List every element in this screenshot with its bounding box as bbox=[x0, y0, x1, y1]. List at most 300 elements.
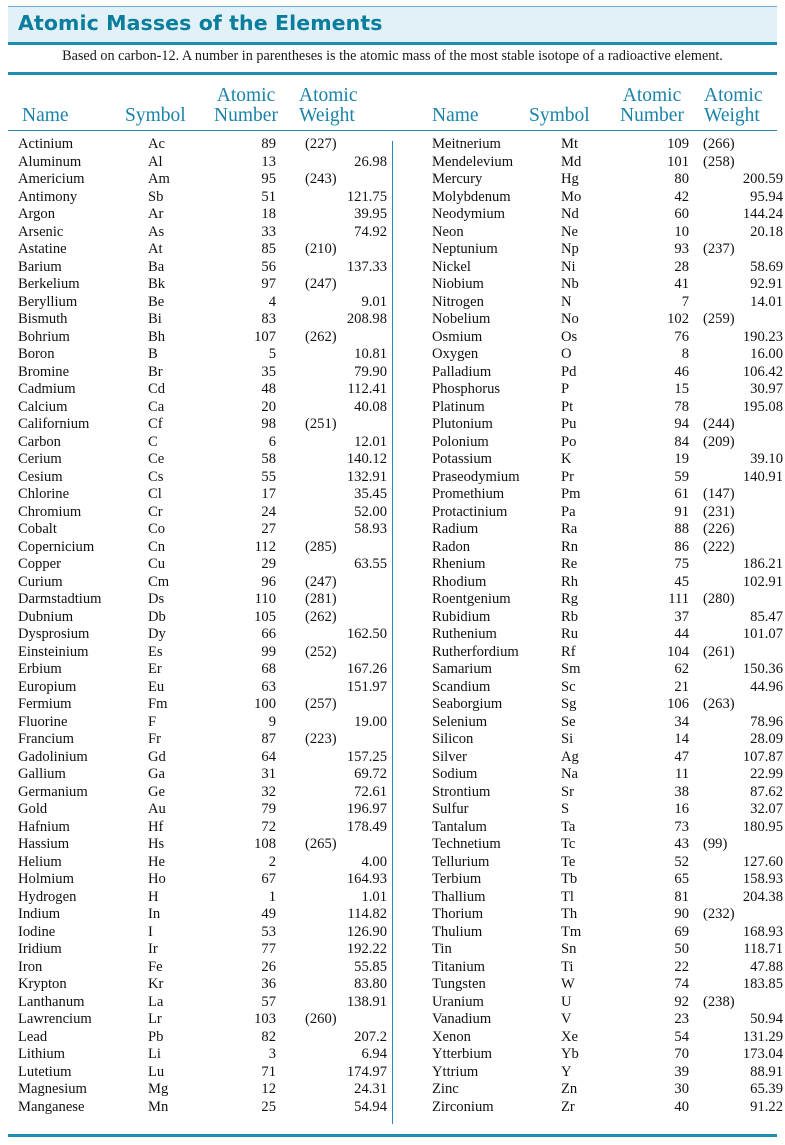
element-name: Boron bbox=[18, 346, 55, 362]
atomic-weight: (257) bbox=[305, 696, 337, 712]
table-row bbox=[18, 539, 388, 557]
element-symbol: Fe bbox=[148, 958, 163, 975]
element-symbol: Ac bbox=[148, 136, 166, 152]
atomic-number: 94 bbox=[674, 416, 689, 432]
element-name: Carbon bbox=[18, 433, 61, 450]
element-name: Osmium bbox=[432, 328, 483, 345]
table-row bbox=[18, 171, 388, 189]
table-row bbox=[18, 329, 388, 347]
element-symbol: Rg bbox=[561, 591, 579, 607]
atomic-weight: 158.93 bbox=[742, 871, 783, 887]
element-symbol: Tc bbox=[561, 836, 576, 852]
header-name-right: Name bbox=[432, 105, 479, 126]
atomic-number: 75 bbox=[674, 556, 689, 572]
element-symbol: Ar bbox=[148, 206, 164, 222]
element-symbol: Gd bbox=[148, 748, 166, 765]
table-row bbox=[432, 714, 785, 732]
atomic-number: 44 bbox=[674, 626, 689, 642]
header-weight-right-line1: Atomic bbox=[704, 85, 763, 106]
element-name: Palladium bbox=[432, 363, 492, 380]
table-row bbox=[432, 1029, 785, 1047]
table-row bbox=[18, 469, 388, 487]
atomic-weight: 200.59 bbox=[742, 171, 783, 187]
element-symbol: Tl bbox=[561, 888, 574, 905]
table-row bbox=[432, 871, 785, 889]
element-name: Rutherfordium bbox=[432, 643, 519, 660]
atomic-number: 30 bbox=[674, 1081, 689, 1097]
atomic-number: 29 bbox=[261, 556, 276, 572]
atomic-weight: (265) bbox=[305, 836, 337, 852]
element-symbol: Li bbox=[148, 1046, 161, 1062]
element-name: Promethium bbox=[432, 486, 505, 502]
table-row bbox=[432, 924, 785, 942]
element-symbol: Bi bbox=[148, 311, 162, 327]
element-symbol: Ru bbox=[561, 626, 579, 642]
atomic-number: 42 bbox=[674, 188, 689, 205]
element-name: Aluminum bbox=[18, 153, 82, 170]
table-row bbox=[18, 731, 388, 749]
table-row bbox=[18, 976, 388, 994]
element-symbol: Db bbox=[148, 608, 166, 625]
atomic-weight: 204.38 bbox=[742, 888, 783, 905]
atomic-number: 38 bbox=[674, 783, 689, 800]
element-name: Thorium bbox=[432, 906, 484, 922]
atomic-number: 91 bbox=[674, 503, 689, 520]
atomic-number: 99 bbox=[261, 643, 276, 660]
atomic-number: 74 bbox=[674, 976, 689, 992]
atomic-number: 77 bbox=[261, 941, 276, 957]
element-symbol: Am bbox=[148, 171, 170, 187]
table-row bbox=[18, 224, 388, 242]
atomic-weight: 112.41 bbox=[347, 381, 387, 397]
left-table-column bbox=[18, 136, 388, 1116]
atomic-number: 60 bbox=[674, 206, 689, 222]
atomic-number: 106 bbox=[667, 696, 689, 712]
element-name: Tungsten bbox=[432, 976, 486, 992]
atomic-number: 97 bbox=[261, 276, 276, 292]
atomic-number: 11 bbox=[674, 766, 689, 782]
element-symbol: Kr bbox=[148, 976, 164, 992]
table-row bbox=[432, 819, 785, 837]
atomic-number: 39 bbox=[674, 1063, 689, 1080]
atomic-weight: 140.91 bbox=[742, 468, 783, 485]
atomic-number: 34 bbox=[674, 713, 689, 730]
table-row bbox=[432, 469, 785, 487]
atomic-weight: 118.71 bbox=[743, 941, 783, 957]
table-row bbox=[18, 206, 388, 224]
table-row bbox=[432, 906, 785, 924]
element-name: Berkelium bbox=[18, 276, 80, 292]
element-name: Radon bbox=[432, 538, 471, 555]
table-row bbox=[432, 329, 785, 347]
atomic-weight: 39.10 bbox=[750, 451, 783, 467]
table-row bbox=[432, 889, 785, 907]
element-symbol: Nb bbox=[561, 276, 579, 292]
header-number-left-line1: Atomic bbox=[216, 85, 276, 106]
atomic-weight: (252) bbox=[305, 643, 337, 660]
element-name: Protactinium bbox=[432, 503, 508, 520]
atomic-number: 8 bbox=[681, 346, 689, 362]
header-weight-left-line1: Atomic bbox=[299, 85, 358, 106]
atomic-number: 65 bbox=[674, 871, 689, 887]
atomic-number: 80 bbox=[674, 171, 689, 187]
table-row bbox=[18, 1081, 388, 1099]
header-number-right-line2: Number bbox=[620, 105, 684, 126]
atomic-weight: 32.07 bbox=[750, 801, 783, 817]
element-symbol: Hg bbox=[561, 171, 579, 187]
atomic-number: 68 bbox=[261, 661, 276, 677]
atomic-number: 59 bbox=[674, 468, 689, 485]
atomic-weight: (244) bbox=[703, 416, 735, 432]
atomic-weight: 74.92 bbox=[354, 223, 387, 240]
element-name: Scandium bbox=[432, 678, 491, 695]
atomic-number: 33 bbox=[261, 223, 276, 240]
element-symbol: Ga bbox=[148, 766, 166, 782]
atomic-weight: 180.95 bbox=[742, 818, 783, 835]
element-symbol: Hf bbox=[148, 818, 164, 835]
table-row bbox=[18, 574, 388, 592]
atomic-weight: 54.94 bbox=[354, 1098, 387, 1115]
atomic-weight: 131.29 bbox=[742, 1028, 783, 1045]
element-name: Iodine bbox=[18, 923, 56, 940]
element-name: Seaborgium bbox=[432, 696, 503, 712]
atomic-weight: 88.91 bbox=[750, 1063, 783, 1080]
element-symbol: Cd bbox=[148, 381, 166, 397]
atomic-weight: (223) bbox=[305, 731, 337, 747]
element-symbol: No bbox=[561, 311, 579, 327]
atomic-weight: 164.93 bbox=[346, 871, 387, 887]
table-row bbox=[18, 434, 388, 452]
element-name: Erbium bbox=[18, 661, 62, 677]
table-row bbox=[18, 294, 388, 312]
table-row bbox=[432, 696, 785, 714]
atomic-weight: 30.97 bbox=[750, 381, 783, 397]
element-symbol: Cl bbox=[148, 486, 162, 502]
element-symbol: Sr bbox=[561, 783, 574, 800]
atomic-weight: 91.22 bbox=[750, 1098, 783, 1115]
atomic-number: 85 bbox=[261, 241, 276, 257]
table-row bbox=[432, 189, 785, 207]
element-symbol: Be bbox=[148, 293, 165, 310]
table-row bbox=[18, 871, 388, 889]
element-name: Phosphorus bbox=[432, 381, 501, 397]
atomic-weight: (147) bbox=[703, 486, 735, 502]
table-row bbox=[18, 364, 388, 382]
element-name: Chromium bbox=[18, 503, 82, 520]
atomic-weight: 83.80 bbox=[354, 976, 387, 992]
atomic-number: 84 bbox=[674, 433, 689, 450]
atomic-weight: 9.01 bbox=[361, 293, 387, 310]
table-row bbox=[18, 661, 388, 679]
element-name: Bohrium bbox=[18, 328, 70, 345]
atomic-weight: 20.18 bbox=[750, 223, 783, 240]
element-name: Praseodymium bbox=[432, 468, 520, 485]
header-rule bbox=[8, 130, 777, 131]
element-symbol: Dy bbox=[148, 626, 166, 642]
atomic-weight: 138.91 bbox=[346, 993, 387, 1010]
atomic-weight: (243) bbox=[305, 171, 337, 187]
element-name: Mendelevium bbox=[432, 153, 514, 170]
element-symbol: Re bbox=[561, 556, 578, 572]
atomic-number: 92 bbox=[674, 993, 689, 1010]
table-row bbox=[18, 136, 388, 154]
element-name: Rubidium bbox=[432, 608, 491, 625]
header-number-right-line1: Atomic bbox=[622, 85, 682, 106]
atomic-number: 49 bbox=[261, 906, 276, 922]
atomic-weight: 28.09 bbox=[750, 731, 783, 747]
element-symbol: Ra bbox=[561, 521, 578, 537]
table-row bbox=[432, 259, 785, 277]
element-symbol: Rb bbox=[561, 608, 579, 625]
table-row bbox=[18, 819, 388, 837]
atomic-number: 101 bbox=[667, 153, 689, 170]
element-name: Fermium bbox=[18, 696, 72, 712]
atomic-weight: 102.91 bbox=[742, 573, 783, 590]
atomic-weight: 35.45 bbox=[354, 486, 387, 502]
atomic-number: 16 bbox=[674, 801, 689, 817]
atomic-weight: 14.01 bbox=[750, 293, 783, 310]
element-name: Neodymium bbox=[432, 206, 505, 222]
table-row bbox=[18, 1011, 388, 1029]
element-symbol: Ne bbox=[561, 223, 579, 240]
table-row bbox=[18, 1029, 388, 1047]
element-name: Helium bbox=[18, 853, 62, 870]
element-name: Gallium bbox=[18, 766, 66, 782]
element-symbol: Ba bbox=[148, 258, 165, 275]
element-symbol: Y bbox=[561, 1063, 572, 1080]
element-name: Selenium bbox=[432, 713, 488, 730]
page-title: Atomic Masses of the Elements bbox=[18, 11, 383, 35]
atomic-weight: 72.61 bbox=[354, 783, 387, 800]
element-symbol: Cf bbox=[148, 416, 163, 432]
element-symbol: Fr bbox=[148, 731, 161, 747]
element-symbol: Ir bbox=[148, 941, 158, 957]
table-row bbox=[432, 399, 785, 417]
table-row bbox=[432, 224, 785, 242]
atomic-number: 64 bbox=[261, 748, 276, 765]
element-symbol: K bbox=[561, 451, 572, 467]
atomic-weight: 50.94 bbox=[750, 1011, 783, 1027]
atomic-number: 56 bbox=[261, 258, 276, 275]
element-name: Dysprosium bbox=[18, 626, 90, 642]
element-name: Bromine bbox=[18, 363, 70, 380]
table-row bbox=[18, 416, 388, 434]
element-symbol: Eu bbox=[148, 678, 165, 695]
atomic-number: 7 bbox=[681, 293, 689, 310]
atomic-number: 6 bbox=[268, 433, 276, 450]
atomic-weight: 126.90 bbox=[346, 923, 387, 940]
element-symbol: C bbox=[148, 433, 158, 450]
atomic-number: 4 bbox=[268, 293, 276, 310]
element-symbol: Tb bbox=[561, 871, 578, 887]
element-name: Titanium bbox=[432, 958, 485, 975]
table-row bbox=[18, 1099, 388, 1117]
element-name: Darmstadtium bbox=[18, 591, 102, 607]
element-symbol: Sg bbox=[561, 696, 577, 712]
element-name: Yttrium bbox=[432, 1063, 479, 1080]
header-symbol-left: Symbol bbox=[125, 105, 186, 126]
element-name: Niobium bbox=[432, 276, 484, 292]
atomic-number: 27 bbox=[261, 521, 276, 537]
atomic-weight: (251) bbox=[305, 416, 337, 432]
element-symbol: Sn bbox=[561, 941, 577, 957]
atomic-weight: 157.25 bbox=[346, 748, 387, 765]
table-row bbox=[432, 311, 785, 329]
element-symbol: He bbox=[148, 853, 166, 870]
atomic-weight: (232) bbox=[703, 906, 735, 922]
table-row bbox=[432, 749, 785, 767]
atomic-weight: 58.93 bbox=[354, 521, 387, 537]
atomic-weight: (263) bbox=[703, 696, 735, 712]
element-name: Thulium bbox=[432, 923, 483, 940]
element-name: Beryllium bbox=[18, 293, 78, 310]
table-row bbox=[432, 556, 785, 574]
atomic-number: 51 bbox=[261, 188, 276, 205]
element-name: Cesium bbox=[18, 468, 63, 485]
table-row bbox=[432, 679, 785, 697]
element-name: Copernicium bbox=[18, 538, 95, 555]
element-symbol: Cm bbox=[148, 573, 170, 590]
element-name: Oxygen bbox=[432, 346, 479, 362]
element-symbol: Ge bbox=[148, 783, 166, 800]
element-symbol: Bk bbox=[148, 276, 166, 292]
atomic-weight: 39.95 bbox=[354, 206, 387, 222]
element-symbol: Os bbox=[561, 328, 578, 345]
atomic-number: 32 bbox=[261, 783, 276, 800]
element-name: Hassium bbox=[18, 836, 70, 852]
table-row bbox=[432, 854, 785, 872]
table-row bbox=[18, 504, 388, 522]
atomic-number: 22 bbox=[674, 958, 689, 975]
element-name: Silicon bbox=[432, 731, 474, 747]
atomic-number: 81 bbox=[674, 888, 689, 905]
atomic-number: 67 bbox=[261, 871, 276, 887]
atomic-weight: 162.50 bbox=[346, 626, 387, 642]
atomic-number: 13 bbox=[261, 153, 276, 170]
atomic-number: 69 bbox=[674, 923, 689, 940]
atomic-weight: 85.47 bbox=[750, 608, 783, 625]
atomic-weight: (226) bbox=[703, 521, 735, 537]
element-symbol: Se bbox=[561, 713, 576, 730]
table-row bbox=[18, 556, 388, 574]
element-symbol: Cu bbox=[148, 556, 166, 572]
element-symbol: Na bbox=[561, 766, 579, 782]
element-name: Silver bbox=[432, 748, 467, 765]
header-weight-right-line2: Weight bbox=[704, 105, 760, 126]
atomic-number: 95 bbox=[261, 171, 276, 187]
atomic-number: 14 bbox=[674, 731, 689, 747]
table-row bbox=[432, 784, 785, 802]
element-symbol: I bbox=[148, 923, 153, 940]
element-name: Zirconium bbox=[432, 1098, 494, 1115]
atomic-number: 102 bbox=[667, 311, 689, 327]
atomic-number: 82 bbox=[261, 1028, 276, 1045]
atomic-weight: (258) bbox=[703, 153, 735, 170]
table-row bbox=[18, 906, 388, 924]
element-name: Tin bbox=[432, 941, 452, 957]
atomic-number: 98 bbox=[261, 416, 276, 432]
element-symbol: Lr bbox=[148, 1011, 162, 1027]
atomic-weight: (247) bbox=[305, 573, 337, 590]
atomic-number: 61 bbox=[674, 486, 689, 502]
element-symbol: Nd bbox=[561, 206, 579, 222]
element-name: Iridium bbox=[18, 941, 62, 957]
atomic-number: 104 bbox=[667, 643, 689, 660]
element-symbol: Fm bbox=[148, 696, 168, 712]
element-name: Molybdenum bbox=[432, 188, 511, 205]
element-name: Technetium bbox=[432, 836, 501, 852]
atomic-number: 78 bbox=[674, 398, 689, 415]
element-name: Fluorine bbox=[18, 713, 68, 730]
table-row bbox=[18, 276, 388, 294]
table-row bbox=[18, 591, 388, 609]
title-bar bbox=[8, 6, 777, 43]
atomic-weight: 107.87 bbox=[742, 748, 783, 765]
atomic-number: 12 bbox=[261, 1081, 276, 1097]
element-symbol: O bbox=[561, 346, 572, 362]
element-symbol: Mg bbox=[148, 1081, 169, 1097]
table-row bbox=[432, 171, 785, 189]
atomic-number: 1 bbox=[268, 888, 276, 905]
table-row bbox=[432, 416, 785, 434]
atomic-weight: 178.49 bbox=[346, 818, 387, 835]
element-symbol: Ti bbox=[561, 958, 574, 975]
atomic-weight: 167.26 bbox=[346, 661, 387, 677]
atomic-weight: 140.12 bbox=[346, 451, 387, 467]
element-name: Krypton bbox=[18, 976, 67, 992]
element-name: Gold bbox=[18, 801, 48, 817]
table-row bbox=[18, 154, 388, 172]
element-name: Thallium bbox=[432, 888, 486, 905]
atomic-weight: 22.99 bbox=[750, 766, 783, 782]
element-symbol: Sb bbox=[148, 188, 164, 205]
atomic-weight: (210) bbox=[305, 241, 337, 257]
atomic-weight: 40.08 bbox=[354, 398, 387, 415]
element-name: Holmium bbox=[18, 871, 74, 887]
element-name: Rhenium bbox=[432, 556, 486, 572]
atomic-number: 89 bbox=[261, 136, 276, 152]
element-symbol: Pu bbox=[561, 416, 577, 432]
atomic-number: 43 bbox=[674, 836, 689, 852]
element-name: Astatine bbox=[18, 241, 67, 257]
atomic-weight: 101.07 bbox=[742, 626, 783, 642]
table-row bbox=[432, 504, 785, 522]
element-name: Rhodium bbox=[432, 573, 487, 590]
atomic-weight: 183.85 bbox=[742, 976, 783, 992]
atomic-number: 110 bbox=[254, 591, 276, 607]
table-row bbox=[18, 381, 388, 399]
header-name-left: Name bbox=[22, 105, 69, 126]
atomic-number: 100 bbox=[254, 696, 276, 712]
element-name: Sulfur bbox=[432, 801, 469, 817]
atomic-weight: 58.69 bbox=[750, 258, 783, 275]
table-row bbox=[18, 679, 388, 697]
element-symbol: Rn bbox=[561, 538, 579, 555]
atomic-weight: 6.94 bbox=[361, 1046, 387, 1062]
element-symbol: W bbox=[561, 976, 575, 992]
atomic-weight: (222) bbox=[703, 538, 735, 555]
element-symbol: Ag bbox=[561, 748, 579, 765]
table-row bbox=[432, 136, 785, 154]
element-symbol: Pd bbox=[561, 363, 577, 380]
element-name: Hydrogen bbox=[18, 888, 77, 905]
element-symbol: Pt bbox=[561, 398, 574, 415]
table-row bbox=[432, 994, 785, 1012]
atomic-weight: 24.31 bbox=[354, 1081, 387, 1097]
table-row bbox=[432, 539, 785, 557]
table-row bbox=[432, 1011, 785, 1029]
atomic-number: 36 bbox=[261, 976, 276, 992]
